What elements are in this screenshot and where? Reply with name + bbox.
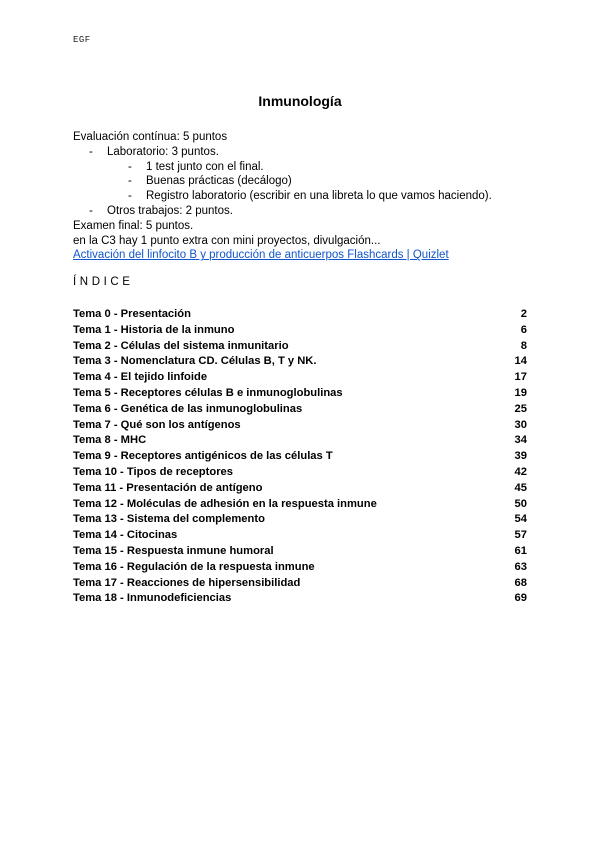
toc-entry-title[interactable]: Tema 4 - El tejido linfoide <box>73 371 208 384</box>
toc-entry-title[interactable]: Tema 2 - Células del sistema inmunitario <box>73 339 289 352</box>
toc-entry-title[interactable]: Tema 12 - Moléculas de adhesión en la respuesta inmune <box>73 497 377 510</box>
extra-points-line: en la C3 hay 1 punto extra con mini proyectos, divulgación... <box>73 234 381 247</box>
toc-entry[interactable] <box>73 339 527 355</box>
quizlet-link[interactable]: Activación del linfocito B y producción de anticuerpos Flashcards | Quizlet <box>73 249 449 262</box>
toc-entry-title[interactable]: Tema 5 - Receptores células B e inmunoglobulinas <box>73 386 343 399</box>
toc-entry[interactable] <box>73 449 527 465</box>
toc-entry-page[interactable]: 50 <box>514 497 527 510</box>
toc-entry[interactable] <box>73 465 527 481</box>
toc-entry[interactable] <box>73 560 527 576</box>
final-exam-line: Examen final: 5 puntos. <box>73 219 194 232</box>
toc-entry[interactable] <box>73 544 527 560</box>
toc-entry-page[interactable]: 6 <box>520 323 527 336</box>
toc-entry-title[interactable]: Tema 13 - Sistema del complemento <box>73 513 265 526</box>
toc-entry-page[interactable]: 2 <box>520 308 527 320</box>
toc-entry-title[interactable]: Tema 3 - Nomenclatura CD. Células B, T y NK. <box>73 355 317 368</box>
lab-subitem <box>73 160 533 175</box>
toc-entry-title[interactable]: Tema 1 - Historia de la inmuno <box>73 323 235 336</box>
toc-entry-page[interactable]: 17 <box>514 371 527 384</box>
lab-bullet <box>73 145 533 160</box>
bullet-dash: - <box>89 204 93 217</box>
toc-entry-title[interactable]: Tema 15 - Respuesta inmune humoral <box>73 544 274 557</box>
toc-entry[interactable] <box>73 528 527 544</box>
table-of-contents <box>73 307 527 607</box>
toc-entry[interactable] <box>73 307 527 323</box>
toc-entry-page[interactable]: 68 <box>514 576 527 589</box>
toc-entry[interactable] <box>73 591 527 607</box>
toc-entry[interactable] <box>73 370 527 386</box>
evaluation-section <box>73 130 533 263</box>
toc-entry-page[interactable]: 14 <box>514 355 527 368</box>
index-heading: ÍNDICE <box>73 276 134 288</box>
toc-entry-title[interactable]: Tema 18 - Inmunodeficiencias <box>73 592 232 605</box>
bullet-dash: - <box>128 175 132 188</box>
toc-entry-page[interactable]: 19 <box>514 386 527 399</box>
toc-entry-page[interactable]: 34 <box>514 434 527 447</box>
toc-entry[interactable] <box>73 386 527 402</box>
lab-subitem <box>73 189 533 204</box>
toc-entry[interactable] <box>73 512 527 528</box>
other-work-text: Otros trabajos: 2 puntos. <box>107 204 233 217</box>
toc-entry-title[interactable]: Tema 9 - Receptores antigénicos de las células T <box>73 450 333 463</box>
toc-entry-title[interactable]: Tema 16 - Regulación de la respuesta inmune <box>73 560 315 573</box>
toc-entry[interactable] <box>73 497 527 513</box>
toc-entry-page[interactable]: 63 <box>514 560 527 573</box>
bullet-dash: - <box>128 160 132 173</box>
toc-entry[interactable] <box>73 354 527 370</box>
toc-entry-page[interactable]: 61 <box>514 544 527 557</box>
toc-entry-title[interactable]: Tema 14 - Citocinas <box>73 529 178 542</box>
toc-entry-page[interactable]: 8 <box>520 339 527 352</box>
toc-entry-page[interactable]: 45 <box>514 481 527 494</box>
other-work-bullet <box>73 204 533 219</box>
toc-entry-title[interactable]: Tema 0 - Presentación <box>73 308 191 320</box>
toc-entry-title[interactable]: Tema 7 - Qué son los antígenos <box>73 418 241 431</box>
evaluation-line: Evaluación contínua: 5 puntos <box>73 131 228 143</box>
toc-entry-page[interactable]: 25 <box>514 402 527 415</box>
toc-entry-page[interactable]: 39 <box>514 450 527 463</box>
toc-entry[interactable] <box>73 576 527 592</box>
toc-entry-title[interactable]: Tema 10 - Tipos de receptores <box>73 465 233 478</box>
document-title: Inmunología <box>258 93 342 109</box>
toc-entry-title[interactable]: Tema 6 - Genética de las inmunoglobulinas <box>73 402 303 415</box>
toc-entry-page[interactable]: 69 <box>514 592 527 605</box>
lab-subitem <box>73 174 533 189</box>
toc-entry-title[interactable]: Tema 8 - MHC <box>73 434 147 447</box>
toc-entry[interactable] <box>73 433 527 449</box>
lab-subitem-text: 1 test junto con el final. <box>146 160 264 173</box>
lab-text: Laboratorio: 3 puntos. <box>107 145 219 158</box>
toc-entry[interactable] <box>73 402 527 418</box>
bullet-dash: - <box>128 190 132 203</box>
toc-entry-page[interactable]: 30 <box>514 418 527 431</box>
toc-entry-page[interactable]: 42 <box>514 465 527 478</box>
bullet-dash: - <box>89 145 93 158</box>
toc-entry[interactable] <box>73 481 527 497</box>
lab-subitem-text: Buenas prácticas (decálogo) <box>146 175 292 188</box>
toc-entry[interactable] <box>73 323 527 339</box>
toc-entry[interactable] <box>73 418 527 434</box>
toc-entry-title[interactable]: Tema 17 - Reacciones de hipersensibilidad <box>73 576 301 589</box>
toc-entry-page[interactable]: 54 <box>514 513 527 526</box>
header-initials: EGF <box>73 35 91 45</box>
toc-entry-page[interactable]: 57 <box>514 529 527 542</box>
toc-entry-title[interactable]: Tema 11 - Presentación de antígeno <box>73 481 263 494</box>
lab-subitem-text: Registro laboratorio (escribir en una libreta lo que vamos haciendo). <box>146 190 492 203</box>
